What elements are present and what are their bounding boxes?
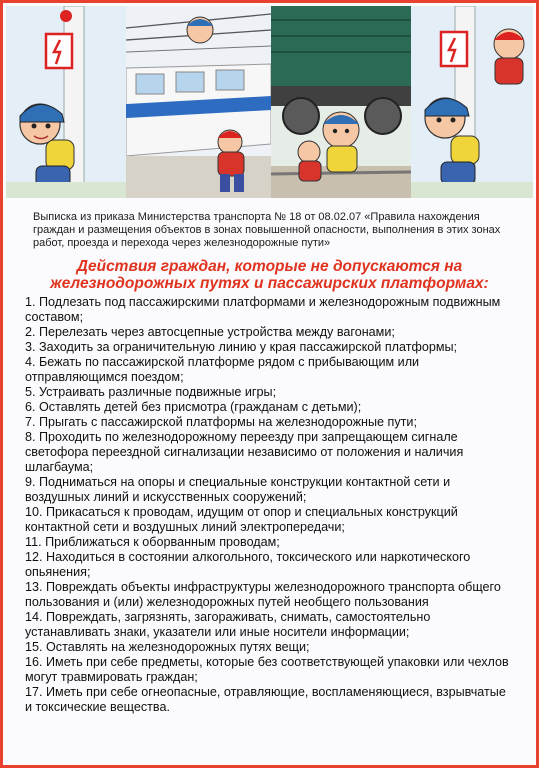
list-item: 7. Прыгать с пассажирской платформы на железнодорожные пути; [25, 415, 417, 429]
illustration-banner [6, 6, 533, 198]
list-item: 5. Устраивать различные подвижные игры; [25, 385, 277, 399]
rules-list [25, 295, 515, 715]
list-item: 16. Иметь при себе предметы, которые без соответствующей упаковки или чехлов могут травмировать граждан; [25, 655, 509, 684]
list-item: 17. Иметь при себе огнеопасные, отравляющие, воспламеняющиеся, взрывчатые и токсические вещества. [25, 685, 506, 714]
section-heading-line-1: Действия граждан, которые не допускаются на [76, 258, 463, 275]
boy-climbing-pole-illustration [6, 6, 126, 198]
document-body [3, 199, 536, 715]
section-heading [3, 258, 536, 292]
section-heading-line-2: железнодорожных путях и пассажирских платформах: [50, 275, 489, 292]
list-item: 4. Бежать по пассажирской платформе рядом с прибывающим или отправляющимся поездом; [25, 355, 420, 384]
list-item: 9. Подниматься на опоры и специальные конструкции контактной сети и воздушных линий и искусственных сооружений; [25, 475, 451, 504]
list-item: 8. Проходить по железнодорожному переезду при запрещающем сигнале светофора переездной сигнализации независимо от положения и наличия шлагбаума; [25, 430, 464, 474]
list-item: 13. Повреждать объекты инфраструктуры железнодорожного транспорта общего пользования и (или) железнодорожных путей необщего пользования [25, 580, 501, 609]
boy-climbing-pole-illustration [411, 6, 533, 198]
source-note: Выписка из приказа Министерства транспорта № 18 от 08.02.07 «Правила нахождения граждан и размещения объектов в зонах повышенной опасности, выполнения в этих зонах работ, проезда и перехода через железнодорожные пути» [33, 211, 501, 249]
list-item: 15. Оставлять на железнодорожных путях вещи; [25, 640, 310, 654]
list-item: 1. Подлезать под пассажирскими платформами и железнодорожным подвижным составом; [25, 295, 501, 324]
list-item: 14. Повреждать, загрязнять, загораживать, снимать, самостоятельно устанавливать знаки, указатели или иные носители информации; [25, 610, 431, 639]
list-item: 10. Прикасаться к проводам, идущим от опор и специальных конструкций контактной сети и воздушных линий электропередачи; [25, 505, 458, 534]
list-item: 12. Находиться в состоянии алкогольного, токсического или наркотического опьянения; [25, 550, 471, 579]
list-item: 3. Заходить за ограничительную линию у края пассажирской платформы; [25, 340, 458, 354]
list-item: 11. Приближаться к оборванным проводам; [25, 535, 280, 549]
train-and-wires-illustration [126, 6, 271, 198]
list-item: 6. Оставлять детей без присмотра (гражданам с детьми); [25, 400, 362, 414]
kids-under-railcar-illustration [271, 6, 411, 198]
list-item: 2. Перелезать через автосцепные устройства между вагонами; [25, 325, 395, 339]
